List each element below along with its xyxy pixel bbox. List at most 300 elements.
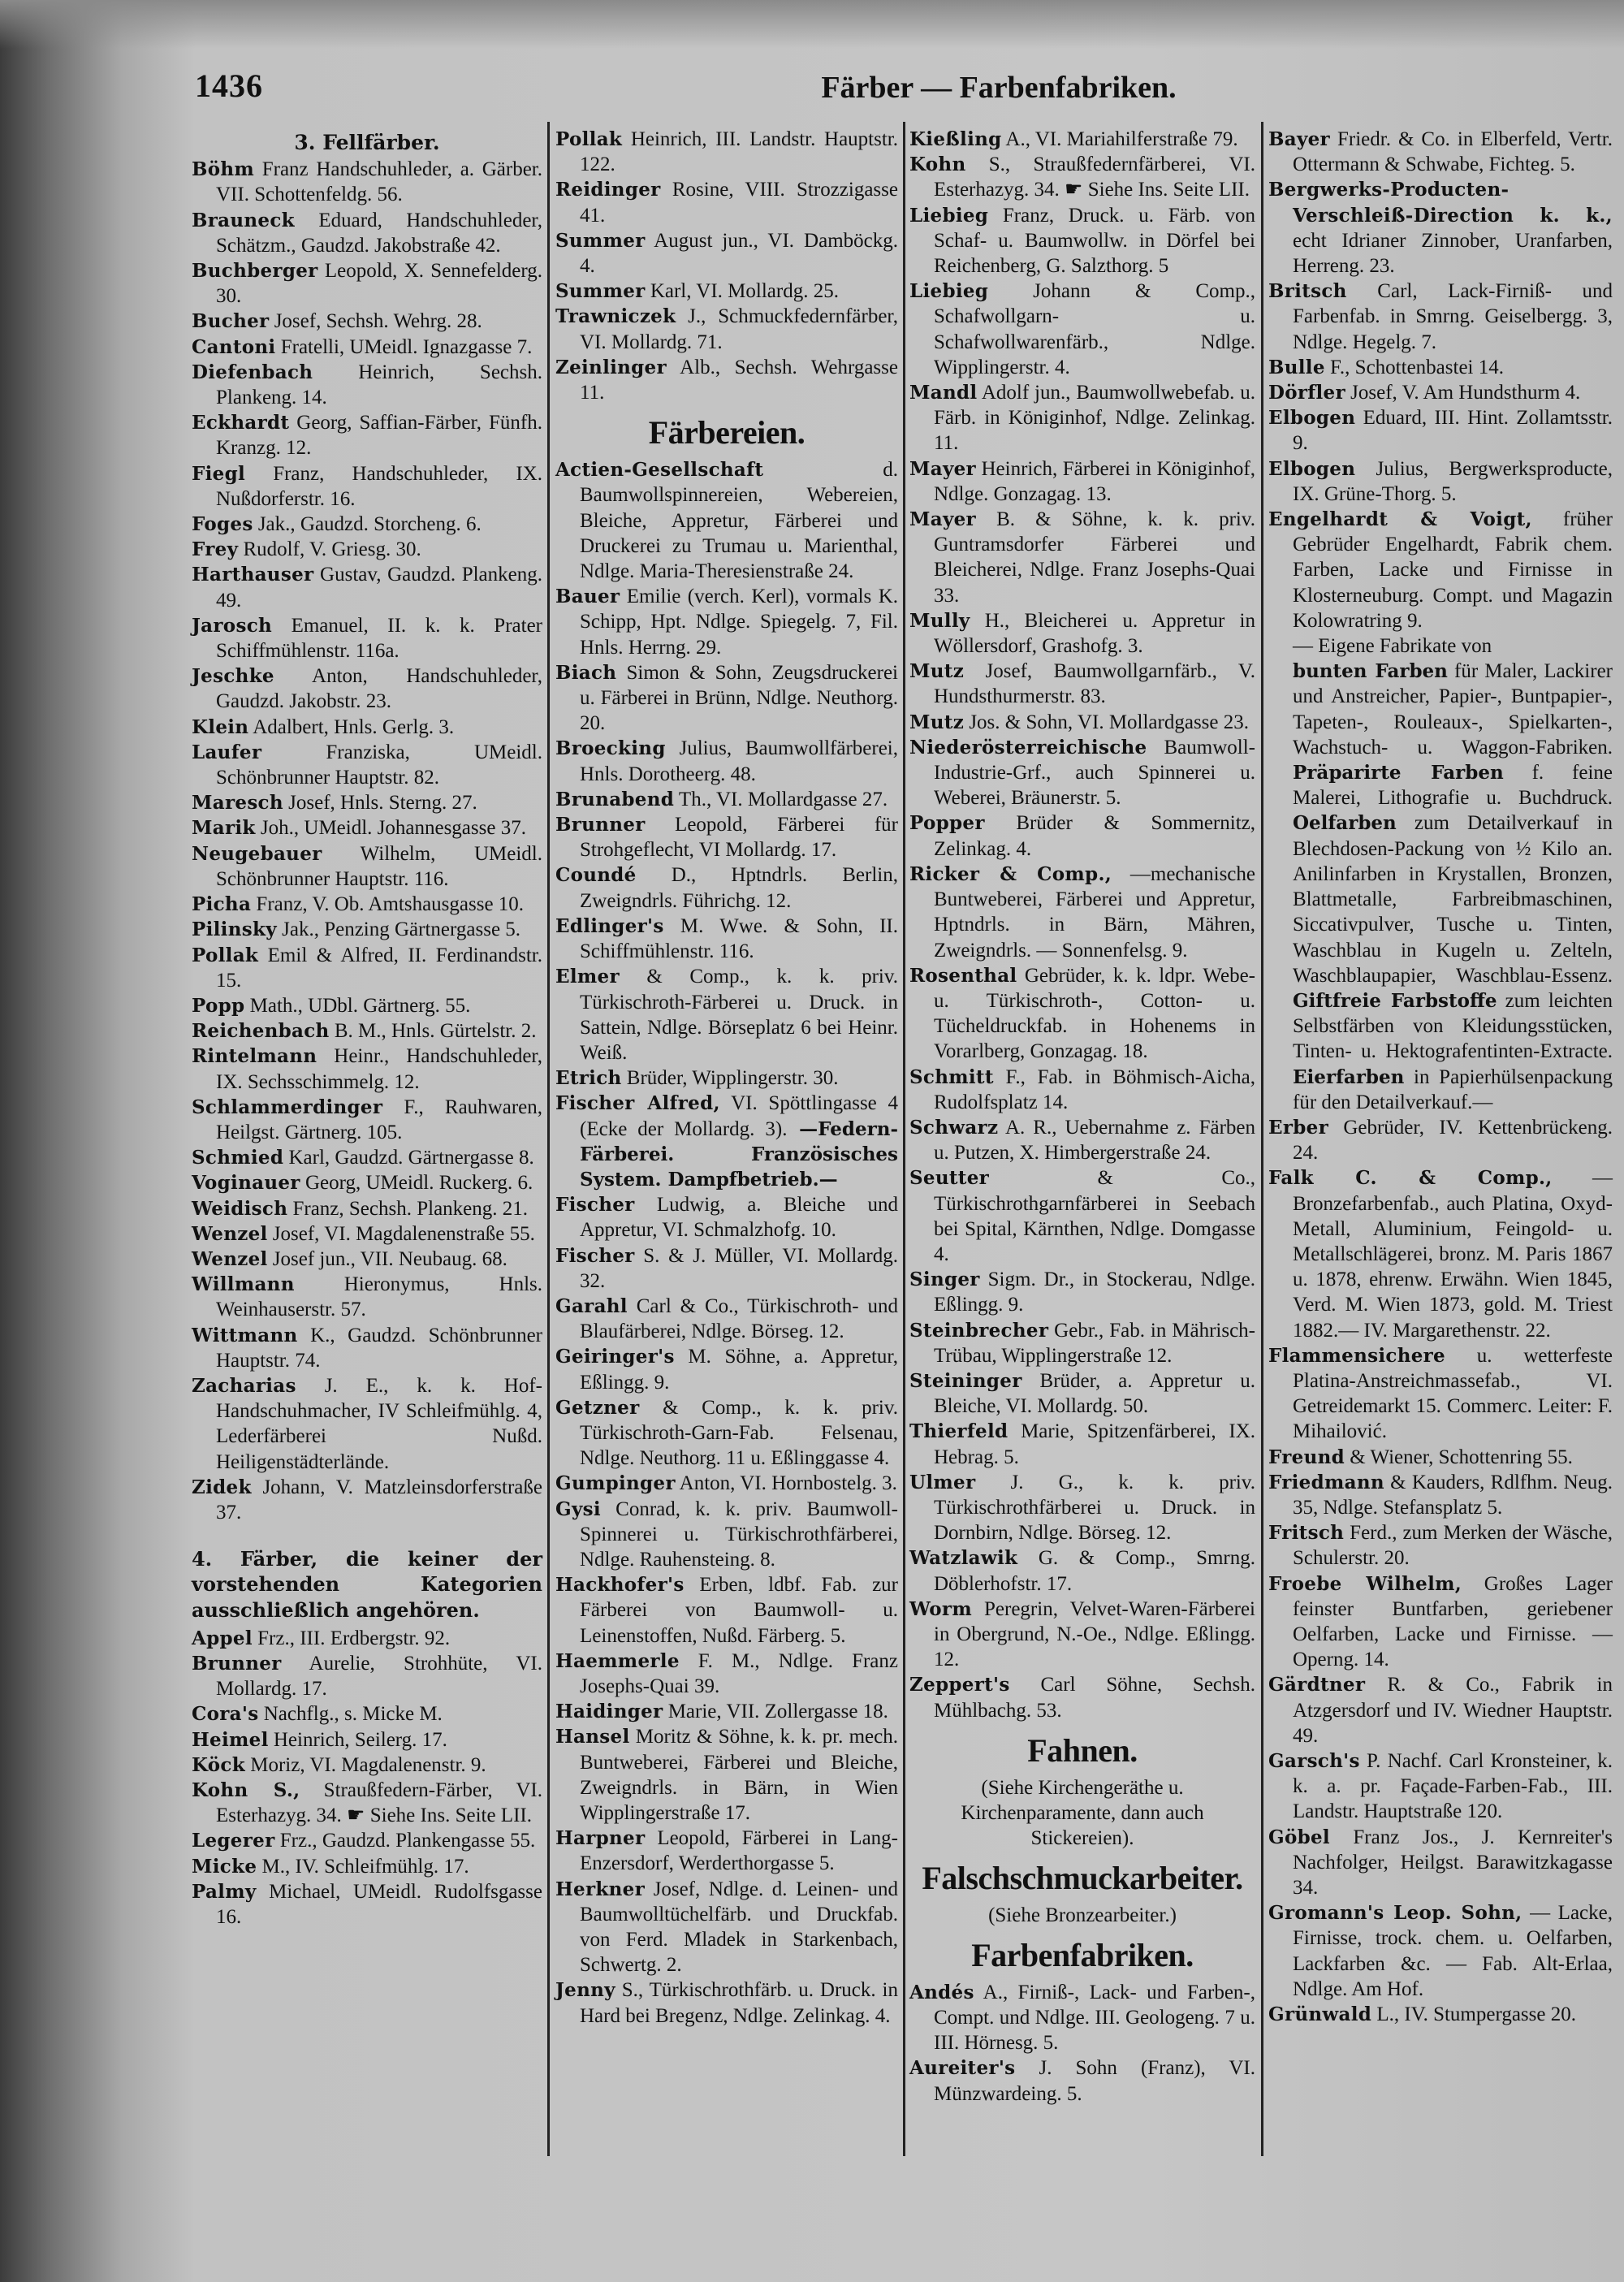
- entry-details: Heinrich, III. Landstr. Hauptstr. 122.: [580, 128, 898, 176]
- entry-details: Georg, Saffian-Färber, Fünfh. Kranzg. 12.: [216, 412, 542, 460]
- category-heading: Falschschmuckarbeiter.: [922, 1859, 1243, 1896]
- directory-entry: [909, 1419, 1255, 1469]
- directory-entry: [555, 584, 898, 660]
- entry-highlight: Präparirte Farben: [1293, 762, 1504, 784]
- directory-entry: [909, 203, 1255, 279]
- entry-details: Simon & Sohn, Zeugsdruckerei u. Färberei in Brünn, Ndlge. Neuthorg. 20.: [580, 661, 898, 735]
- entry-details: Rosine, VIII. Strozzigasse 41.: [580, 179, 898, 227]
- entry-details: Gebrüder, IV. Kettenbrückeng. 24.: [1293, 1116, 1613, 1165]
- entry-name: Geiringer's: [555, 1346, 675, 1368]
- entry-details: Aurelie, Strohhüte, VI. Mollardg. 17.: [216, 1652, 542, 1701]
- entry-name: Britsch: [1268, 280, 1347, 303]
- entry-name: Mutz: [909, 711, 965, 733]
- entry-details: K., Gaudzd. Schönbrunner Hauptstr. 74.: [216, 1324, 542, 1372]
- column-3: [909, 127, 1255, 2107]
- directory-entry: [909, 152, 1255, 202]
- entry-details: Eduard, Handschuhleder, Schätzm., Gaudzd. Jakobstraße 42.: [216, 209, 542, 257]
- entry-details: Nachflg., s. Micke M.: [258, 1703, 443, 1726]
- entry-name: Buchberger: [192, 260, 318, 283]
- directory-entry: [555, 1699, 898, 1724]
- entry-name: Weidisch: [192, 1197, 288, 1220]
- directory-entry: [555, 279, 898, 304]
- entry-name: Fischer: [555, 1194, 635, 1217]
- entry-details: Fratelli, UMeidl. Ignazgasse 7.: [275, 335, 533, 358]
- directory-entry: [555, 1344, 898, 1394]
- directory-entry: [555, 1192, 898, 1243]
- entry-details-continued: f. feine Malerei, Lithografie u. Buchdruck.: [1293, 762, 1613, 810]
- directory-entry: [192, 1626, 542, 1651]
- entry-name: Flammensichere: [1268, 1344, 1445, 1367]
- entry-details: Emilie (verch. Kerl), vormals K. Schipp, Hpt. Ndlge. Spiegelg. 7, Fil. Hnls. Herrng. 29.: [580, 586, 898, 659]
- directory-entry: [555, 355, 898, 405]
- entry-name: Gärdtner: [1268, 1674, 1366, 1696]
- directory-entry: [192, 993, 542, 1018]
- directory-entry: [192, 790, 542, 815]
- entry-details: L., IV. Stumpergasse 20.: [1371, 2003, 1576, 2026]
- entry-details: Moritz & Söhne, k. k. pr. mech. Buntweberei, Färberei und Bleiche, Zweigndrls. in Bärn, in Wien Wipplingerstraße 17.: [580, 1726, 898, 1824]
- directory-entry: [555, 1091, 898, 1192]
- entry-name: Brunner: [555, 814, 646, 836]
- directory-entry: [555, 127, 898, 177]
- entry-name: Bayer: [1268, 128, 1330, 150]
- directory-entry: [909, 963, 1255, 1065]
- entry-details: F., Schottenbastei 14.: [1324, 356, 1504, 378]
- entry-details: F., Fab. in Böhmisch-Aicha, Rudolfsplatz 14.: [934, 1065, 1255, 1113]
- directory-entry: [192, 1727, 542, 1753]
- entry-name: Andés: [909, 1981, 974, 2003]
- directory-entry: [192, 335, 542, 360]
- entry-name: Legerer: [192, 1830, 275, 1852]
- directory-entry: [909, 862, 1255, 963]
- entry-details: d. Baumwollspinnereien, Webereien, Bleiche, Appretur, Färberei und Druckerei zu Trumau u. Marienthal, Ndlge. Maria-Theresienstraße 24.: [580, 459, 898, 583]
- entry-name: Summer: [555, 280, 646, 303]
- directory-entry: [192, 1272, 542, 1322]
- column-divider: [903, 122, 905, 2156]
- entry-name: Steininger: [909, 1369, 1022, 1392]
- directory-entry: [1268, 1115, 1613, 1165]
- directory-entry: [1268, 2002, 1613, 2027]
- entry-details: Brüder & Sommernitz, Zelinkag. 4.: [934, 812, 1255, 860]
- directory-entry: [192, 663, 542, 714]
- entry-name: Micke: [192, 1855, 257, 1878]
- entry-details: & Comp., k. k. priv. Türkischroth-Garn-Fab. Felsenau, Ndlge. Neuthorg. 11 u. Eßlinggasse 4.: [580, 1396, 898, 1470]
- entry-name: Popper: [909, 812, 985, 835]
- directory-entry: [909, 1980, 1255, 2056]
- entry-name: Mayer: [909, 508, 976, 531]
- entry-name: Elbogen: [1268, 457, 1356, 480]
- directory-entry: [192, 943, 542, 993]
- entry-details-continued: zum Detailverkauf in Blechdosen-Packung von ½ Kilo an. Anilinfarben in Krystallen, Bronzen, Blattmetalle, Farbreibmaschinen, Siccativpulver, Tusche u. Tinten, Waschblau in Kugeln u. Zelteln, Waschblaupapier, Waschblau-Essenz.: [1293, 812, 1613, 987]
- entry-name: Niederösterreichische: [909, 736, 1147, 759]
- entry-name: Watzlawik: [909, 1547, 1018, 1570]
- entry-details: J. G., k. k. priv. Türkischrothfärberei u. Druck. in Dornbirn, Ndlge. Börseg. 12.: [934, 1471, 1255, 1545]
- directory-entry: [1268, 1825, 1613, 1901]
- entry-name: Schwarz: [909, 1116, 999, 1139]
- entry-name: Erber: [1268, 1116, 1328, 1139]
- entry-name: Kohn S.,: [192, 1779, 300, 1801]
- entry-details: Franz Jos., J. Kernreiter's Nachfolger, Heilgst. Barawitzkagasse 34.: [1293, 1826, 1613, 1900]
- entry-details: Friedr. & Co. in Elberfeld, Vertr. Ottermann & Schwabe, Fichteg. 5.: [1293, 128, 1613, 176]
- directory-entry: [192, 1196, 542, 1221]
- directory-entry: [555, 660, 898, 737]
- directory-entry: [192, 1221, 542, 1247]
- entry-details: Gustav, Gaudzd. Plankeng. 49.: [216, 564, 542, 612]
- entry-details: Johann & Comp., Schafwollgarn- u. Schafwollwarenfärb., Ndlge. Wipplingerstr. 4.: [934, 280, 1255, 378]
- entry-name: Thierfeld: [909, 1420, 1009, 1443]
- entry-details: R. & Co., Fabrik in Atzgersdorf und IV. Wiedner Hauptstr. 49.: [1293, 1674, 1613, 1747]
- directory-entry: [192, 1044, 542, 1094]
- directory-entry: [1268, 1445, 1613, 1470]
- entry-name: Eckhardt: [192, 412, 290, 434]
- entry-details: & Kauders, Rdlfhm. Neug. 35, Ndlge. Stefansplatz 5.: [1293, 1471, 1613, 1519]
- entry-details: Josef, V. Am Hundsthurm 4.: [1345, 382, 1581, 404]
- entry-details: P. Nachf. Carl Kronsteiner, k. k. a. pr. Façade-Farben-Fab., III. Landstr. Hauptstraße 120.: [1293, 1750, 1613, 1823]
- entry-details: August jun., VI. Damböckg. 4.: [580, 229, 898, 278]
- entry-name: Gysi: [555, 1498, 601, 1520]
- entry-details: VI. Spöttlingasse 4 (Ecke der Mollardg. 3).: [580, 1092, 898, 1140]
- directory-entry: [192, 715, 542, 740]
- entry-name: Zeinlinger: [555, 356, 667, 378]
- entry-name: Brunner: [192, 1652, 282, 1675]
- entry-name: Falk C. & Comp.,: [1268, 1167, 1553, 1190]
- directory-entry: [192, 1247, 542, 1272]
- entry-name: Freund: [1268, 1446, 1345, 1468]
- entry-details: echt Idrianer Zinnober, Uranfarben, Herreng. 23.: [1293, 229, 1613, 278]
- directory-entry: [192, 562, 542, 612]
- entry-details: Emil & Alfred, II. Ferdinandstr. 15.: [216, 944, 542, 992]
- entry-name: Jarosch: [192, 614, 273, 637]
- entry-name: Mandl: [909, 382, 978, 404]
- entry-details: Marie, Spitzenfärberei, IX. Hebrag. 5.: [934, 1420, 1255, 1468]
- entry-details: Carl, Lack-Firniß- und Farbenfab. in Smrng. Geiselbergg. 3, Ndlge. Hegelg. 7.: [1293, 280, 1613, 353]
- directory-entry: [192, 892, 542, 917]
- entry-name: Elbogen: [1268, 407, 1356, 430]
- entry-name: Wenzel: [192, 1247, 268, 1270]
- entry-name: Singer: [909, 1268, 980, 1291]
- directory-entry: [192, 1753, 542, 1778]
- entry-details: Adolf jun., Baumwollwebefab. u. Färb. in Königinhof, Ndlge. Zelinkag. 11.: [934, 382, 1255, 455]
- directory-entry: [909, 1672, 1255, 1722]
- entry-details: Michael, UMeidl. Rudolfsgasse 16.: [216, 1880, 542, 1929]
- entry-details: Anton, VI. Hornbostelg. 3.: [675, 1472, 897, 1495]
- entry-name: Harthauser: [192, 564, 314, 586]
- entry-details: & Comp., k. k. priv. Türkischroth-Färberei u. Druck. in Sattein, Ndlge. Börseplatz 6 bei Heinr. Weiß.: [580, 966, 898, 1064]
- directory-entry: [192, 157, 542, 207]
- entry-details: Gebrüder, k. k. ldpr. Webe- u. Türkischroth-, Cotton- u. Tücheldruckfab. in Hohenems in Vorarlberg, Gonzagag. 18.: [934, 964, 1255, 1063]
- entry-details: Brüder, a. Appretur u. Bleiche, VI. Mollardg. 50.: [934, 1369, 1255, 1418]
- directory-entry: [192, 258, 542, 309]
- entry-details: Heinrich, Sechsh. Plankeng. 14.: [216, 361, 542, 409]
- entry-name: Engelhardt & Voigt,: [1268, 508, 1532, 531]
- directory-entry: [555, 914, 898, 964]
- entry-details: Conrad, k. k. priv. Baumwoll-Spinnerei u. Türkischrothfärberei, Ndlge. Rauhensteing. 8.: [580, 1498, 898, 1571]
- entry-details: Sigm. Dr., in Stockerau, Ndlge. Eßlingg. 9.: [934, 1268, 1255, 1316]
- entry-details: Karl, VI. Mollardg. 25.: [645, 280, 839, 303]
- directory-entry: [192, 1778, 542, 1828]
- cross-reference-note: (Siehe Bronzearbeiter.): [988, 1904, 1177, 1926]
- entry-name: Elmer: [555, 966, 620, 988]
- entry-name: Reichenbach: [192, 1020, 330, 1043]
- entry-details: F. M., Ndlge. Franz Josephs-Quai 39.: [580, 1649, 898, 1697]
- directory-entry: [555, 304, 898, 354]
- entry-details: Gebr., Fab. in Mährisch-Trübau, Wipplingerstraße 12.: [934, 1319, 1255, 1367]
- directory-entry: [1268, 127, 1613, 177]
- entry-details: Jos. & Sohn, VI. Mollardgasse 23.: [964, 711, 1250, 733]
- directory-entry: [192, 1018, 542, 1044]
- entry-details-continued: in Papierhülsenpackung für den Detailverkauf.—: [1293, 1065, 1613, 1113]
- entry-highlight: Eierfarben: [1293, 1065, 1405, 1088]
- entry-name: Coundé: [555, 864, 637, 887]
- entry-details: Johann, V. Matzleinsdorferstraße 37.: [216, 1476, 542, 1523]
- entry-name: Zacharias: [192, 1374, 296, 1397]
- column-divider: [1261, 122, 1263, 2156]
- entry-highlight: Oelfarben: [1293, 812, 1397, 835]
- entry-details: Eduard, III. Hint. Zollamtsstr. 9.: [1293, 407, 1613, 455]
- entry-name: Herkner: [555, 1878, 645, 1900]
- entry-details: Wilhelm, UMeidl. Schönbrunner Hauptstr. 116.: [216, 842, 542, 890]
- entry-details: Adalbert, Hnls. Gerlg. 3.: [248, 715, 455, 738]
- entry-name: Fritsch: [1268, 1522, 1345, 1545]
- entry-details: J., Schmuckfedernfärber, VI. Mollardg. 71.: [580, 305, 898, 353]
- directory-entry: [909, 1597, 1255, 1673]
- entry-name: Frey: [192, 538, 239, 561]
- directory-entry: [909, 380, 1255, 456]
- directory-entry: [1268, 380, 1613, 405]
- directory-entry: [555, 1826, 898, 1876]
- entry-name: Appel: [192, 1627, 253, 1649]
- entry-name: Schmitt: [909, 1065, 994, 1088]
- directory-entry: [555, 1977, 898, 2028]
- entry-details: u. wetterfeste Platina-Anstreichmassefab., VI. Getreidemarkt 15. Commerc. Leiter: F. Mihailović.: [1293, 1344, 1613, 1443]
- entry-name: Liebieg: [909, 280, 989, 303]
- directory-entry: [909, 1267, 1255, 1317]
- entry-details: Franz, Druck. u. Färb. von Schaf- u. Baumwollw. in Dörfel bei Reichenberg, G. Salzthorg. 5: [934, 204, 1255, 278]
- directory-entry: [192, 1095, 542, 1145]
- entry-name: Pollak: [192, 944, 259, 966]
- entry-details: Frz., Gaudzd. Plankengasse 55.: [274, 1830, 536, 1852]
- entry-name: Hansel: [555, 1726, 630, 1748]
- entry-details: A., VI. Mariahilferstraße 79.: [1001, 128, 1238, 150]
- entry-name: Brauneck: [192, 209, 295, 231]
- entry-name: Böhm: [192, 158, 255, 181]
- directory-entry: [192, 1373, 542, 1475]
- entry-details: Marie, VII. Zollergasse 18.: [663, 1701, 888, 1723]
- entry-name: Rosenthal: [909, 964, 1017, 987]
- column-divider: [547, 122, 550, 2156]
- entry-highlight: —Federn-Färberei. Französisches System. Dampfbetrieb.—: [580, 1117, 898, 1191]
- entry-name: Palmy: [192, 1880, 257, 1903]
- entry-details: Carl Söhne, Sechsh. Mühlbachg. 53.: [934, 1674, 1255, 1722]
- directory-entry: [192, 512, 542, 537]
- column-2: [555, 127, 898, 2029]
- entry-details: —Bronzefarbenfab., auch Platina, Oxyd-Metall, Aluminium, Feingold- u. Metallschlägerei, bronz. M. Paris 1867 u. 1878, ehrenw. Erwähn. Wien 1845, Verd. M. Wien 1873, gold. M. Triest 1882.— IV. Margarethenstr. 22.: [1293, 1167, 1613, 1342]
- directory-entry: [909, 810, 1255, 861]
- entry-name: Trawniczek: [555, 305, 676, 328]
- entry-name: Mully: [909, 609, 970, 632]
- entry-details-continued: — Eigene Fabrikate von: [1293, 635, 1492, 658]
- entry-name: Marik: [192, 817, 256, 840]
- entry-name: Fischer: [555, 1244, 635, 1267]
- entry-details: Franz, V. Ob. Amtshausgasse 10.: [251, 893, 525, 916]
- entry-name: Friedmann: [1268, 1471, 1384, 1493]
- page-number: 1436: [195, 67, 263, 104]
- directory-entry: [1268, 1470, 1613, 1520]
- entry-name: Kohn: [909, 153, 966, 176]
- entry-details: Franz Handschuhleder, a. Gärber. VII. Schottenfeldg. 56.: [216, 158, 542, 206]
- entry-name: Heimel: [192, 1728, 269, 1751]
- entry-name: Wenzel: [192, 1222, 268, 1245]
- entry-name: Klein: [192, 715, 249, 738]
- entry-details: Straußfedern-Färber, VI. Esterhazyg. 34. ☛ Siehe Ins. Seite LII.: [216, 1779, 542, 1827]
- entry-name: Reidinger: [555, 179, 661, 201]
- entry-details: Georg, UMeidl. Ruckerg. 6.: [300, 1172, 533, 1195]
- directory-entry: [555, 1395, 898, 1472]
- entry-details: Hieronymus, Hnls. Weinhauserstr. 57.: [216, 1273, 542, 1321]
- entry-details: Franziska, UMeidl. Schönbrunner Hauptstr. 82.: [216, 741, 542, 789]
- directory-entry: [1268, 1165, 1613, 1342]
- entry-name: Summer: [555, 229, 646, 252]
- directory-entry: [192, 410, 542, 460]
- entry-details: Moriz, VI. Magdalenenstr. 9.: [244, 1753, 486, 1776]
- column-4: [1268, 127, 1613, 2027]
- entry-details: Josef, Hnls. Sterng. 27.: [283, 792, 477, 815]
- entry-details: A. R., Uebernahme z. Färben u. Putzen, X. Himbergerstraße 24.: [934, 1116, 1255, 1165]
- entry-name: Ricker & Comp.,: [909, 862, 1112, 885]
- directory-entry: [1268, 405, 1613, 456]
- directory-entry: [192, 1854, 542, 1879]
- directory-entry: [1268, 1343, 1613, 1445]
- category-heading: Färbereien.: [648, 414, 806, 452]
- entry-details: Leopold, X. Sennefelderg. 30.: [216, 260, 542, 308]
- directory-entry: [909, 735, 1255, 811]
- entry-details: Baumwoll-Industrie-Grf., auch Spinnerei u. Weberei, Bräunerstr. 5.: [934, 736, 1255, 810]
- entry-details: Ferd., zum Merken der Wäsche, Schulerstr. 20.: [1293, 1522, 1613, 1570]
- directory-entry: [1268, 177, 1613, 279]
- entry-details: Josef, VI. Magdalenenstraße 55.: [267, 1222, 535, 1245]
- entry-name: Haemmerle: [555, 1649, 680, 1672]
- entry-name: Seutter: [909, 1167, 990, 1190]
- entry-details: Josef, Sechsh. Wehrg. 28.: [269, 310, 482, 333]
- entry-details: Brüder, Wipplingerstr. 30.: [621, 1067, 839, 1090]
- directory-entry: [555, 862, 898, 913]
- entry-details: Erben, ldbf. Fab. zur Färberei von Baumwoll- u. Leinenstoffen, Nußd. Färberg. 5.: [580, 1574, 898, 1647]
- entry-name: Bucher: [192, 310, 270, 333]
- entry-name: Brunabend: [555, 788, 675, 810]
- entry-details: — Lacke, Firnisse, trock. chem. u. Oelfarben, Lackfarben &c. — Fab. Alt-Erlaa, Ndlge. Am Hof.: [1293, 1902, 1613, 2000]
- entry-name: Grünwald: [1268, 2003, 1372, 2026]
- entry-name: Fiegl: [192, 462, 246, 485]
- directory-entry: [192, 1475, 542, 1525]
- directory-entry: [1268, 1900, 1613, 2002]
- directory-entry: [1268, 279, 1613, 355]
- entry-name: Neugebauer: [192, 842, 322, 865]
- entry-details: M. Wwe. & Sohn, II. Schiffmühlenstr. 116.: [580, 914, 898, 963]
- entry-name: Schlammerdinger: [192, 1096, 383, 1118]
- entry-name: Göbel: [1268, 1826, 1330, 1848]
- directory-entry: [1268, 355, 1613, 380]
- entry-name: Maresch: [192, 792, 283, 815]
- entry-details: Leopold, Färberei für Strohgeflecht, VI Mollardg. 17.: [580, 814, 898, 862]
- entry-details: Julius, Bergwerksproducte, IX. Grüne-Thorg. 5.: [1293, 457, 1613, 505]
- entry-name: Bulle: [1268, 356, 1325, 378]
- directory-entry: [909, 1165, 1255, 1267]
- entry-details: S., Straußfedernfärberei, VI. Esterhazyg. 34. ☛ Siehe Ins. Seite LII.: [934, 153, 1255, 201]
- directory-entry: [192, 1701, 542, 1727]
- entry-details: Josef jun., VII. Neubaug. 68.: [267, 1247, 508, 1270]
- entry-details: Frz., III. Erdbergstr. 92.: [252, 1627, 451, 1649]
- entry-name: Mayer: [909, 457, 976, 480]
- entry-name: Picha: [192, 893, 252, 916]
- directory-entry: [555, 1243, 898, 1294]
- directory-entry: [909, 507, 1255, 608]
- entry-details: Alb., Sechsh. Wehrgasse 11.: [580, 356, 898, 404]
- entry-name: Aureiter's: [909, 2057, 1016, 2080]
- directory-entry: [555, 228, 898, 279]
- entry-name: Schmied: [192, 1147, 284, 1169]
- entry-name: Pilinsky: [192, 918, 277, 941]
- directory-entry: [555, 1724, 898, 1826]
- entry-details: Julius, Baumwollfärberei, Hnls. Dorotheerg. 48.: [580, 737, 898, 785]
- entry-details: Anton, Handschuhleder, Gaudzd. Jakobstr. 23.: [216, 665, 542, 713]
- entry-details: Heinrich, Färberei in Königinhof, Ndlge. Gonzagag. 13.: [934, 457, 1255, 505]
- entry-details: Heinrich, Seilerg. 17.: [268, 1728, 447, 1751]
- directory-entry: [192, 360, 542, 410]
- directory-entry: [192, 1323, 542, 1373]
- entry-details: Joh., UMeidl. Johannesgasse 37.: [255, 817, 526, 840]
- directory-entry: [1268, 1748, 1613, 1825]
- entry-name: Ulmer: [909, 1471, 976, 1493]
- cross-reference-note: (Siehe Kirchengeräthe u. Kirchenparamente, dann auch Stickereien).: [961, 1776, 1204, 1849]
- entry-name: Hackhofer's: [555, 1574, 685, 1597]
- directory-entry: [192, 1651, 542, 1701]
- entry-name: Foges: [192, 513, 253, 536]
- entry-details-continued: für Maler, Lackirer und Anstreicher, Papier-, Buntpapier-, Tapeten-, Rouleaux-, Spielkarten-, Wachstuch- u. Waggon-Fabriken.: [1293, 660, 1613, 759]
- directory-entry: [192, 1145, 542, 1170]
- entry-name: Rintelmann: [192, 1045, 317, 1068]
- entry-name: Cantoni: [192, 335, 276, 358]
- entry-details: Jak., Penzing Gärtnergasse 5.: [276, 918, 521, 941]
- entry-details: S. & J. Müller, VI. Mollardg. 32.: [580, 1244, 898, 1292]
- directory-entry: [192, 815, 542, 841]
- entry-details: J. E., k. k. Hof-Handschuhmacher, IV Schleifmühlg. 4, Lederfärberei Nußd. Heiligenstädterlände.: [216, 1374, 542, 1473]
- entry-details: Th., VI. Mollardgasse 27.: [674, 788, 888, 810]
- entry-name: Wittmann: [192, 1324, 298, 1346]
- section-heading: 4. Färber, die keiner der vorstehenden Kategorien ausschließlich angehören.: [192, 1547, 542, 1622]
- entry-details: Josef, Baumwollgarnfärb., V. Hundsthurmerstr. 83.: [934, 660, 1255, 708]
- directory-entry: [192, 1879, 542, 1930]
- entry-details: Karl, Gaudzd. Gärtnergasse 8.: [283, 1147, 534, 1169]
- directory-entry: [192, 309, 542, 334]
- category-heading: Fahnen.: [1027, 1731, 1138, 1769]
- entry-name: Bauer: [555, 586, 620, 608]
- directory-entry: [555, 1065, 898, 1091]
- directory-entry: [909, 456, 1255, 507]
- directory-entry: [192, 208, 542, 258]
- entry-details: Rudolf, V. Griesg. 30.: [238, 538, 421, 561]
- directory-entry: [555, 1877, 898, 1978]
- entry-highlight: Giftfreie Farbstoffe: [1293, 989, 1497, 1012]
- entry-details: früher Gebrüder Engelhardt, Fabrik chem. Farben, Lacke und Firnisse in Klosterneuburg. Compt. und Magazin Kolowratring 9.: [1293, 508, 1613, 632]
- directory-entry: [1268, 1672, 1613, 1748]
- entry-name: Etrich: [555, 1067, 622, 1090]
- directory-entry: [555, 964, 898, 1065]
- entry-details: J. Sohn (Franz), VI. Münzwardeing. 5.: [934, 2057, 1255, 2105]
- entry-details: F., Rauhwaren, Heilgst. Gärtnerg. 105.: [216, 1096, 542, 1143]
- entry-details: H., Bleicherei u. Appretur in Wöllersdorf, Grashofg. 3.: [934, 609, 1255, 658]
- directory-entry: [192, 1828, 542, 1853]
- entry-name: Zidek: [192, 1476, 252, 1498]
- entry-name: Köck: [192, 1753, 245, 1776]
